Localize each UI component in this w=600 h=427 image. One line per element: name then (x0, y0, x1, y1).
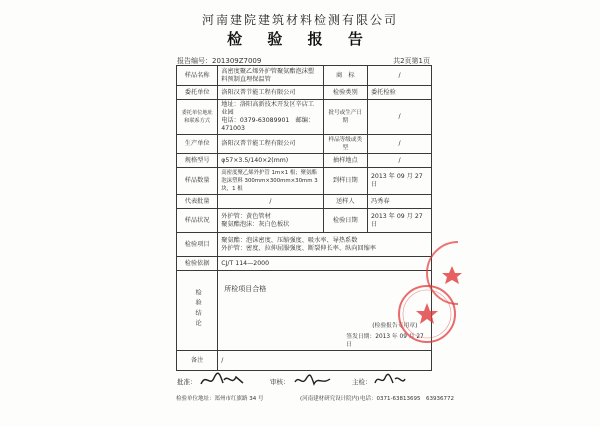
remark-label: 备注 (177, 351, 218, 371)
client-contact-line: 电话：0379-63089901 邮编：471003 (221, 117, 315, 132)
sender-label: 送样人 (323, 195, 367, 209)
inspect-type-label: 检验类别 (323, 86, 367, 100)
report-table (176, 65, 432, 371)
remark-value: / (218, 351, 432, 371)
footer-phone: 电话：0371-63813695 63936772 (360, 396, 454, 402)
grade-value: / (367, 135, 431, 154)
state-cell (218, 209, 323, 233)
spec-value: φ57×3.5/140×2(mm) (218, 154, 323, 168)
sample-name-label: 样品名称 (177, 66, 218, 86)
issue-date: 签发日期：2013 年 09 月 27 日 (346, 334, 424, 348)
sample-place-value: / (367, 154, 431, 168)
client-value: 洛阳汉普节能工程有限公司 (218, 86, 323, 100)
state-line-1: 外护管：黄色管材 (221, 212, 271, 220)
state-line-2: 聚氨酯泡沫：灰白色板状 (221, 220, 290, 228)
report-title: 检 验 报 告 (227, 30, 373, 48)
tester-label: 主检： (352, 378, 372, 386)
stamp-caption: (检验报告专用章) (372, 323, 418, 329)
maker-value: 洛阳汉普节能工程有限公司 (218, 135, 323, 154)
sample-place-label: 抽样地点 (323, 154, 367, 168)
company-name: 河南建院建筑材料检测有限公司 (201, 13, 398, 27)
test-date-value: 2013 年 09 月 27 日 (367, 209, 431, 233)
arrival-label: 到样日期 (323, 168, 367, 195)
quantity-value: 高密度聚乙烯外护管 1m×1 根；聚氨酯泡沫塑料 300mm×300mm×30mm 3 块，1 根 (218, 168, 323, 195)
batch-value: / (367, 100, 431, 135)
client-address-cell (218, 100, 323, 135)
test-date-label: 检验日期 (323, 209, 367, 233)
tester-signature-icon (372, 370, 408, 390)
state-label: 样品状况 (177, 209, 218, 233)
items-line-1: 聚氨酯：泡沫密度、压缩强度、吸水率、导热系数 (221, 236, 358, 244)
client-label: 委托单位 (177, 86, 218, 100)
side-seal-icon (418, 238, 472, 308)
approver-label: 批准： (177, 378, 197, 386)
batch-rep-value: / (218, 195, 323, 209)
report-number: 报告编号：201309Z7009 (177, 57, 262, 65)
trademark-value: / (367, 66, 431, 86)
maker-label: 生产单位 (177, 135, 218, 154)
reviewer-signature-icon (292, 370, 334, 390)
basis-label: 检验依据 (177, 257, 218, 271)
client-address-line: 地址：洛阳高新技术开发区辛店工业园 (221, 101, 315, 116)
trademark-label: 商 标 (323, 66, 367, 86)
items-label: 检验项目 (177, 233, 218, 257)
items-line-2: 外护管：密度、拉伸屈服强度、断裂伸长率、纵向回缩率 (221, 244, 376, 252)
page-indicator: 共2页第1页 (393, 57, 430, 65)
grade-label: 样品等级或类型 (323, 135, 367, 154)
quantity-label: 样品数量 (177, 168, 218, 195)
conclusion-value: 所检项目合格 (224, 285, 267, 293)
sample-name-value: 高密度聚乙烯外护管聚氨酯泡沫塑料预制直埋保温管 (218, 66, 323, 86)
client-address-label: 委托单位地址和联系方式 (177, 100, 218, 135)
sender-value: 冯秀春 (367, 195, 431, 209)
approver-signature-icon (198, 370, 246, 390)
reviewer-label: 审核： (270, 378, 290, 386)
footer-station: (河南建材研究设计院内) (300, 396, 360, 402)
basis-value: CJ/T 114—2000 (218, 257, 432, 271)
conclusion-label: 检验结论 (194, 288, 202, 330)
batch-label: 批号或生产日期 (323, 100, 367, 135)
conclusion-cell (218, 271, 432, 351)
batch-rep-label: 代表批量 (177, 195, 218, 209)
items-cell (218, 233, 432, 257)
inspect-type-value: 委托检验 (367, 86, 431, 100)
footer-address: 检验单位地址：郑州市红旗路 34 号 (176, 396, 264, 402)
spec-label: 规格型号 (177, 154, 218, 168)
conclusion-label-cell (177, 271, 218, 351)
arrival-value: 2013 年 09 月 27 日 (367, 168, 431, 195)
